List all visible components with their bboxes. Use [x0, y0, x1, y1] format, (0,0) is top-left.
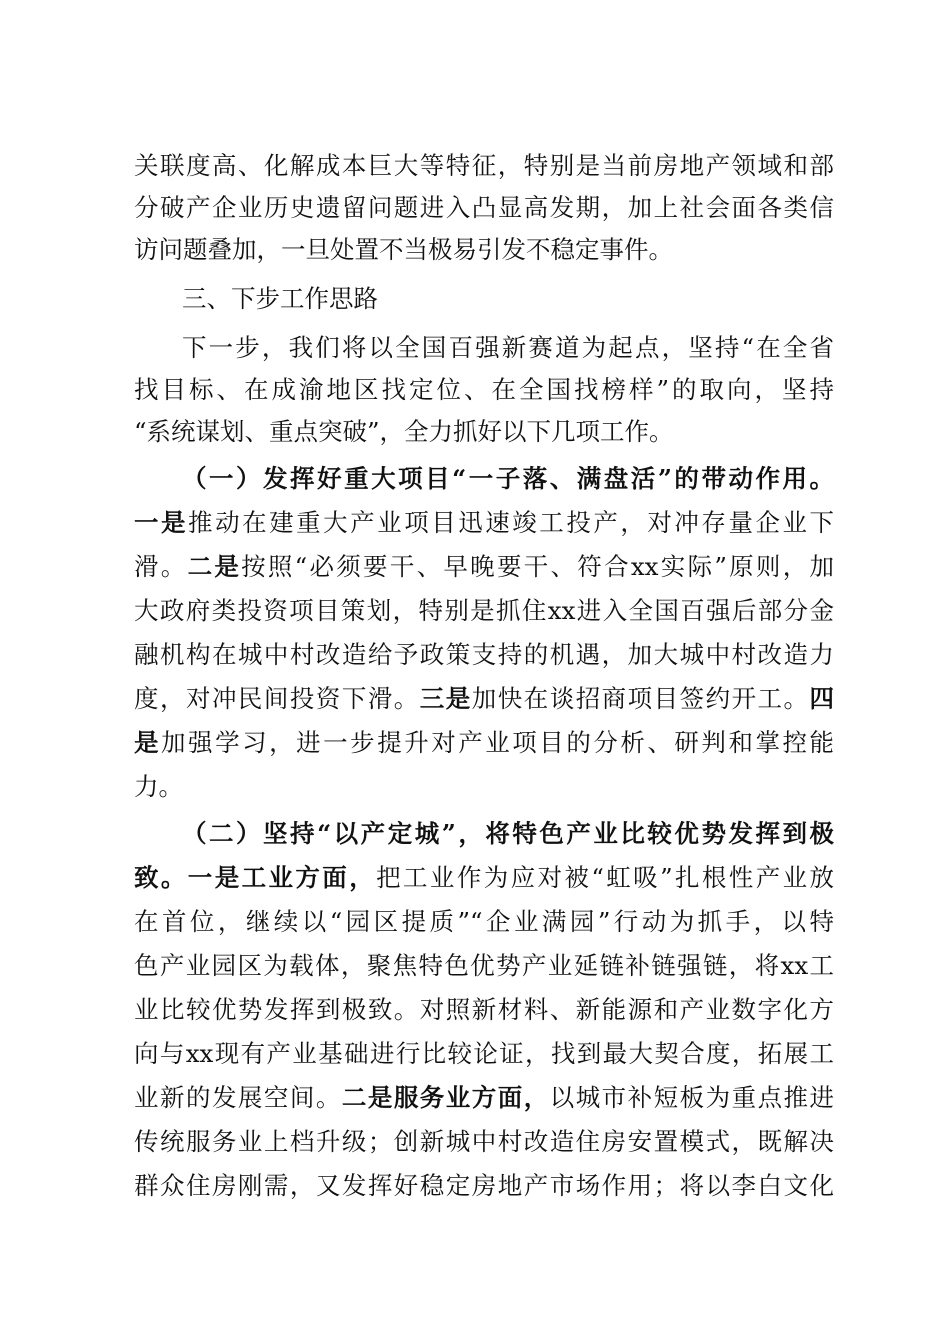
paragraph-line: “系统谋划、重点突破”，全力抓好以下几项工作。 — [134, 417, 674, 446]
paragraph-line — [134, 502, 834, 544]
section-heading: 三、下步工作思路 — [182, 284, 378, 313]
subsection-heading: （二）坚持“以产定城”，将特色产业比较优势发挥到极 — [182, 819, 834, 848]
paragraph-line: 关联度高、化解成本巨大等特征，特别是当前房地产领域和部 — [134, 151, 834, 180]
paragraph-line: 访问题叠加，一旦处置不当极易引发不稳定事件。 — [134, 235, 673, 264]
line-text: 度，对冲民间投资下滑。 — [134, 684, 420, 713]
bold-label: 二是 — [187, 552, 242, 581]
line-text: 加快在谈招商项目签约开工。 — [471, 684, 810, 713]
paragraph-line: 融机构在城中村改造给予政策支持的机遇，加大城中村改造力 — [134, 640, 834, 669]
paragraph-line — [134, 678, 834, 720]
line-text: 以城市补短板为重点推进 — [549, 1083, 834, 1112]
line-text: 推动在建重大产业项目迅速竣工投产，对冲存量企业下 — [188, 508, 834, 537]
paragraph-line: 找目标、在成渝地区找定位、在全国找榜样”的取向，坚持 — [134, 375, 834, 404]
paragraph-line — [134, 1077, 834, 1119]
paragraph-line: 大政府类投资项目策划，特别是抓住xx进入全国百强后部分金 — [134, 596, 834, 625]
bold-label: 二是服务业方面， — [341, 1083, 550, 1112]
line-text: 业新的发展空间。 — [134, 1083, 342, 1112]
paragraph-line: 传统服务业上档升级；创新城中村改造住房安置模式，既解决 — [134, 1127, 834, 1156]
paragraph-line: 业比较优势发挥到极致。对照新材料、新能源和产业数字化方 — [134, 995, 834, 1024]
bold-label: 是 — [134, 728, 162, 757]
line-text: 滑。 — [134, 552, 188, 581]
paragraph-line — [134, 546, 834, 588]
paragraph-line: 力。 — [134, 772, 183, 801]
paragraph-line: 群众住房刚需，又发挥好稳定房地产市场作用；将以李白文化 — [134, 1171, 834, 1200]
line-text: 加强学习，进一步提升对产业项目的分析、研判和掌控能 — [161, 728, 834, 757]
paragraph-line: 在首位，继续以“园区提质”“企业满园”行动为抓手，以特 — [134, 907, 834, 936]
paragraph-line: 向与xx现有产业基础进行比较论证，找到最大契合度，拓展工 — [134, 1039, 834, 1068]
paragraph-line: 色产业园区为载体，聚焦特色优势产业延链补链强链，将xx工 — [134, 951, 834, 980]
paragraph-line: 分破产企业历史遗留问题进入凸显高发期，加上社会面各类信 — [134, 193, 834, 222]
line-text: 把工业作为应对被“虹吸”扎根性产业放 — [376, 863, 834, 892]
bold-label: 三是 — [419, 684, 472, 713]
bold-label: 一是 — [134, 508, 189, 537]
paragraph-line: 下一步，我们将以全国百强新赛道为起点，坚持“在全省 — [182, 333, 834, 362]
bold-label: 致。一是工业方面， — [134, 863, 377, 892]
paragraph-line — [134, 857, 834, 899]
subsection-heading: （一）发挥好重大项目“一子落、满盘活”的带动作用。 — [182, 464, 834, 493]
paragraph-line — [134, 722, 834, 764]
bold-label: 四 — [809, 684, 834, 713]
line-text: 按照“必须要干、早晚要干、符合xx实际”原则，加 — [241, 552, 834, 581]
